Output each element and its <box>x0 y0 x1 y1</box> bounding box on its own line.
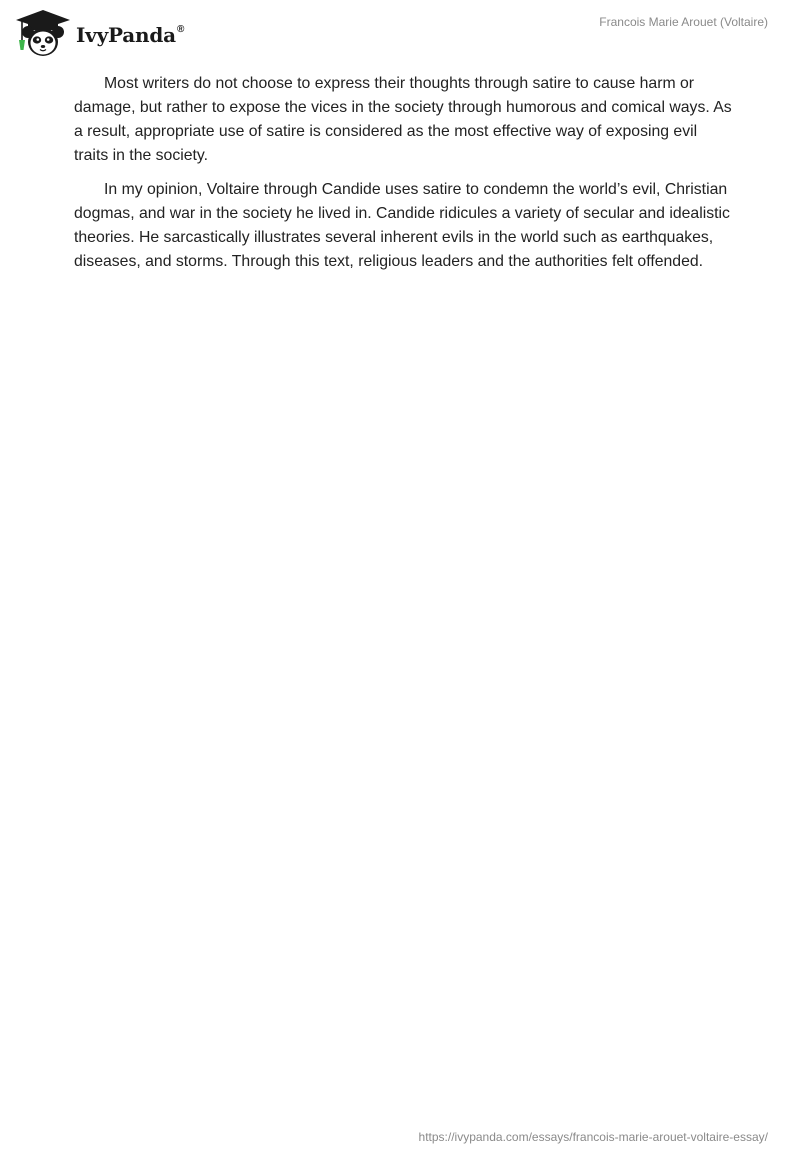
page-header <box>0 0 800 64</box>
essay-body <box>74 72 734 284</box>
paragraph: Most writers do not choose to express their thoughts through satire to cause harm or damage, but rather to expose the vices in the society through humorous and comical ways. As a result, appropriate use of satire is considered as the most effective way of exposing evil traits in the society. <box>74 75 732 164</box>
paragraph: In my opinion, Voltaire through Candide uses satire to condemn the world’s evil, Christian dogmas, and war in the society he lived in. Candide ridicules a variety of secular and idealistic theories. He sarcastically illustrates several inherent evils in the world such as earthquakes, diseases, and storms. Through this text, religious leaders and the authorities felt offended. <box>74 181 730 270</box>
panda-graduate-icon <box>14 8 72 58</box>
ivypanda-logo[interactable] <box>14 8 184 58</box>
brand-name: IvyPanda® <box>76 23 185 47</box>
document-title: Francois Marie Arouet (Voltaire) <box>599 15 768 29</box>
source-url[interactable]: https://ivypanda.com/essays/francois-marie-arouet-voltaire-essay/ <box>418 1130 768 1144</box>
registered-mark: ® <box>176 24 185 36</box>
